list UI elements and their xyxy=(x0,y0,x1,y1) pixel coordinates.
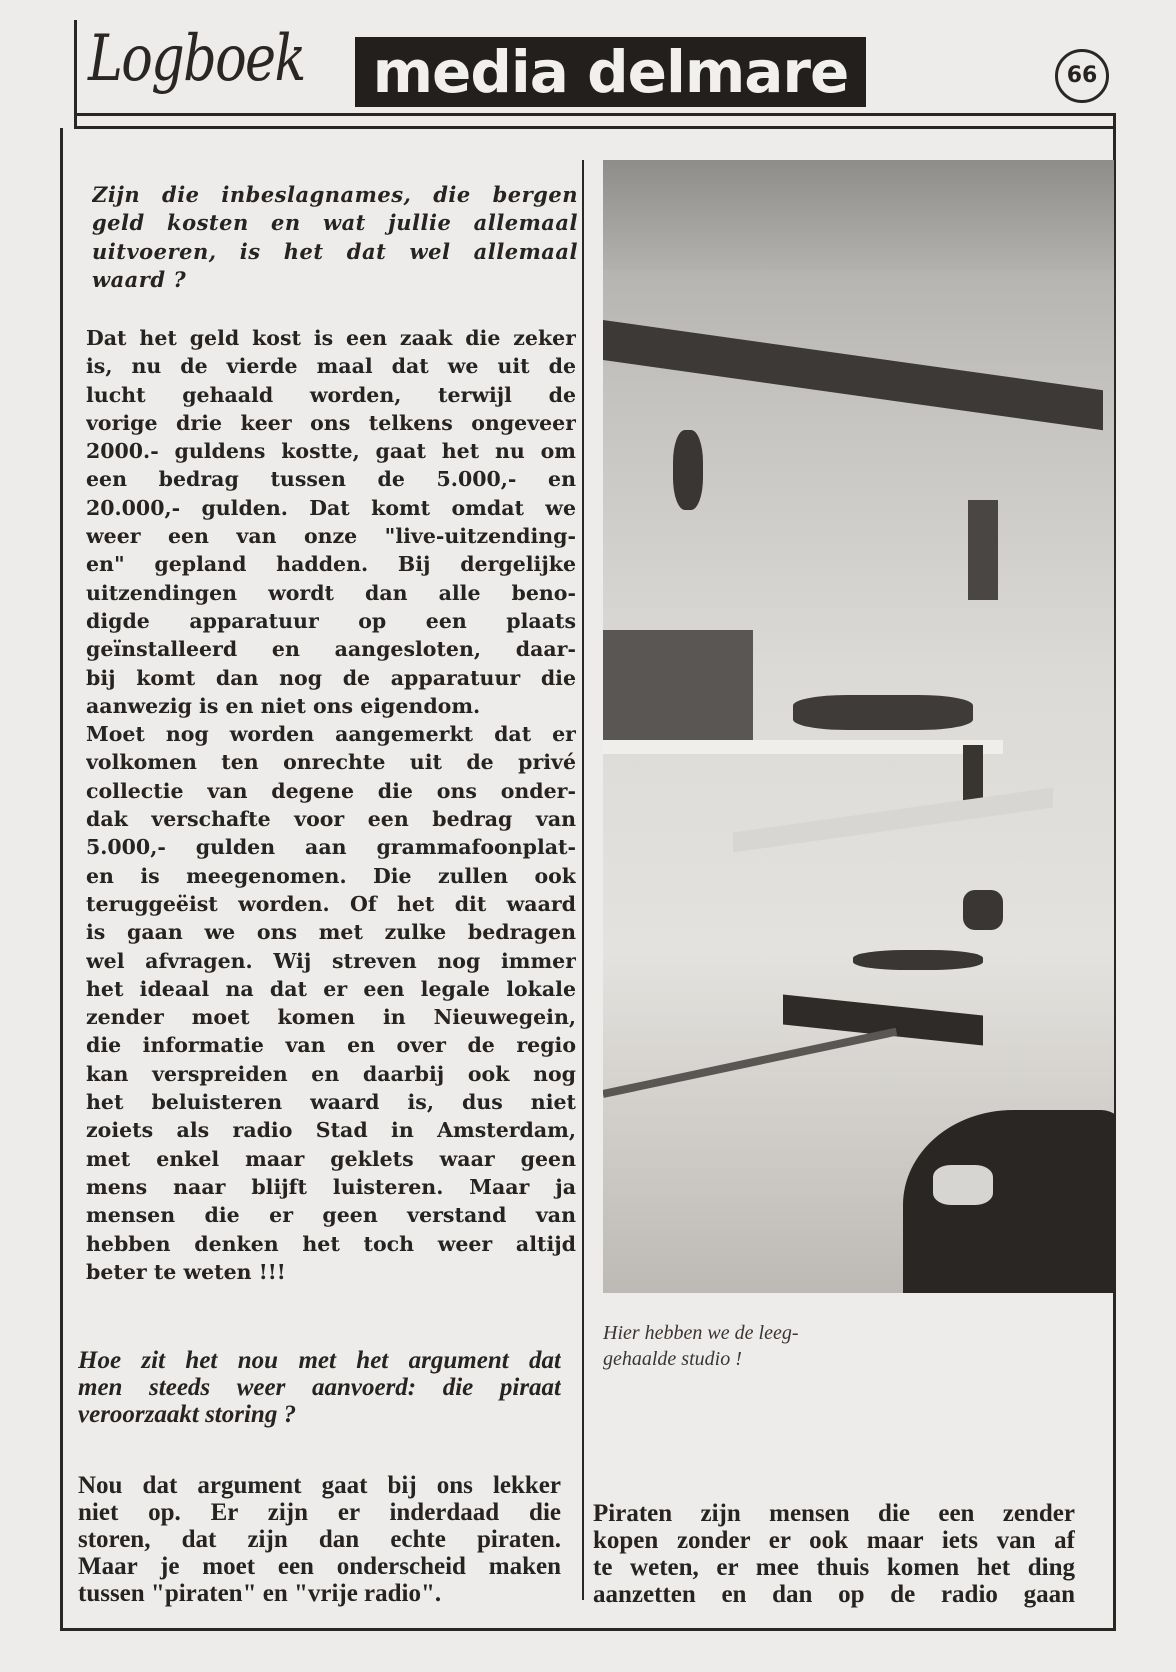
text-line: digde apparatuur op een plaats xyxy=(86,608,576,633)
text-line: en" gepland hadden. Bij dergelijke xyxy=(86,552,576,577)
logo-logboek: Logboek xyxy=(88,22,305,96)
header-left-rule xyxy=(74,20,77,128)
text-line: en is meegenomen. Die zullen ook xyxy=(86,863,576,888)
text-line: is, nu de vierde maal dat we uit de xyxy=(86,354,576,379)
text-line: het beluisteren waard is, dus niet xyxy=(86,1090,576,1115)
text-line: mens naar blijft luisteren. Maar ja xyxy=(86,1174,576,1199)
text-line: bij komt dan nog de apparatuur die xyxy=(86,665,576,690)
text-line: storen, dat zijn dan echte piraten. xyxy=(78,1526,561,1553)
text-line: kan verspreiden en daarbij ook nog xyxy=(86,1061,576,1086)
text-line: wel afvragen. Wij streven nog immer xyxy=(86,948,576,973)
text-line: veroorzaakt storing ? xyxy=(78,1401,297,1428)
text-line: zoiets als radio Stad in Amsterdam, xyxy=(86,1118,576,1143)
text-line: 20.000,- gulden. Dat komt omdat we xyxy=(86,495,576,520)
column-divider xyxy=(582,160,584,1600)
text-line: Nou dat argument gaat bij ons lekker xyxy=(78,1472,561,1499)
text-line: men steeds weer aanvoerd: die piraat xyxy=(78,1374,561,1401)
text-line: Moet nog worden aangemerkt dat er xyxy=(86,722,576,747)
photo-caption xyxy=(603,1320,903,1372)
text-line: volkomen ten onrechte uit de privé xyxy=(86,750,576,775)
studio-photo xyxy=(603,160,1114,1293)
text-line: Zijn die inbeslagnames, die bergen xyxy=(92,182,578,207)
text-line: met enkel maar geklets waar geen xyxy=(86,1146,576,1171)
text-line: teruggeëist worden. Of het dit waard xyxy=(86,891,576,916)
text-line: uitvoeren, is het dat wel allemaal xyxy=(92,238,578,264)
text-line: geïnstalleerd en aangesloten, daar- xyxy=(86,637,576,662)
text-line: is gaan we ons met zulke bedragen xyxy=(86,920,576,945)
page-number: 66 xyxy=(1055,49,1109,103)
text-line: lucht gehaald worden, terwijl de xyxy=(86,382,576,407)
text-line: gehaalde studio ! xyxy=(603,1348,742,1370)
text-line: 2000.- guldens kostte, gaat het nu om xyxy=(86,439,576,464)
frame-left xyxy=(60,128,63,1631)
right-text xyxy=(593,1500,1075,1608)
text-line: uitzendingen wordt dan alle beno- xyxy=(86,580,576,605)
text-line: Dat het geld kost is een zaak die zeker xyxy=(86,326,576,350)
text-line: Maar je moet een onderscheid maken xyxy=(78,1553,561,1580)
text-line: Hier hebben we de leeg- xyxy=(603,1322,799,1344)
logo-media-delmare: media delmare xyxy=(355,37,866,107)
text-line: die informatie van en over de regio xyxy=(86,1033,576,1058)
question-1 xyxy=(92,181,578,295)
answer-2 xyxy=(78,1472,561,1607)
text-line: kopen zonder er ook maar iets van af xyxy=(593,1527,1075,1554)
text-line: niet op. Er zijn er inderdaad die xyxy=(78,1499,561,1526)
text-line: dak verschafte voor een bedrag van xyxy=(86,807,576,832)
text-line: beter te weten !!! xyxy=(86,1259,286,1284)
text-line: waard ? xyxy=(92,267,187,293)
text-line: vorige drie keer ons telkens ongeveer xyxy=(86,410,576,435)
text-line: het ideaal na dat er een legale lokale xyxy=(86,976,576,1001)
text-line: weer een van onze "live-uitzending- xyxy=(86,524,576,549)
text-line: Piraten zijn mensen die een zender xyxy=(593,1500,1075,1527)
text-line: aanzetten en dan op de radio gaan xyxy=(593,1581,1075,1608)
text-line: zender moet komen in Nieuwegein, xyxy=(86,1005,576,1030)
text-line: te weten, er mee thuis komen het ding xyxy=(593,1554,1075,1581)
text-line: Hoe zit het nou met het argument dat xyxy=(78,1347,561,1374)
text-line: hebben denken het toch weer altijd xyxy=(86,1231,576,1256)
text-line: tussen "piraten" en "vrije radio". xyxy=(78,1580,442,1607)
frame-bottom xyxy=(60,1628,1116,1631)
text-line: aanwezig is en niet ons eigendom. xyxy=(86,693,481,718)
header-rule-top xyxy=(74,113,1116,116)
answer-1 xyxy=(86,324,576,1286)
question-2 xyxy=(78,1347,561,1428)
text-line: mensen die er geen verstand van xyxy=(86,1203,576,1228)
frame-top xyxy=(74,126,1116,129)
text-line: een bedrag tussen de 5.000,- en xyxy=(86,467,576,492)
text-line: collectie van degene die ons onder- xyxy=(86,778,576,803)
text-line: geld kosten en wat jullie allemaal xyxy=(92,210,578,236)
text-line: 5.000,- gulden aan grammafoonplat- xyxy=(86,835,576,860)
